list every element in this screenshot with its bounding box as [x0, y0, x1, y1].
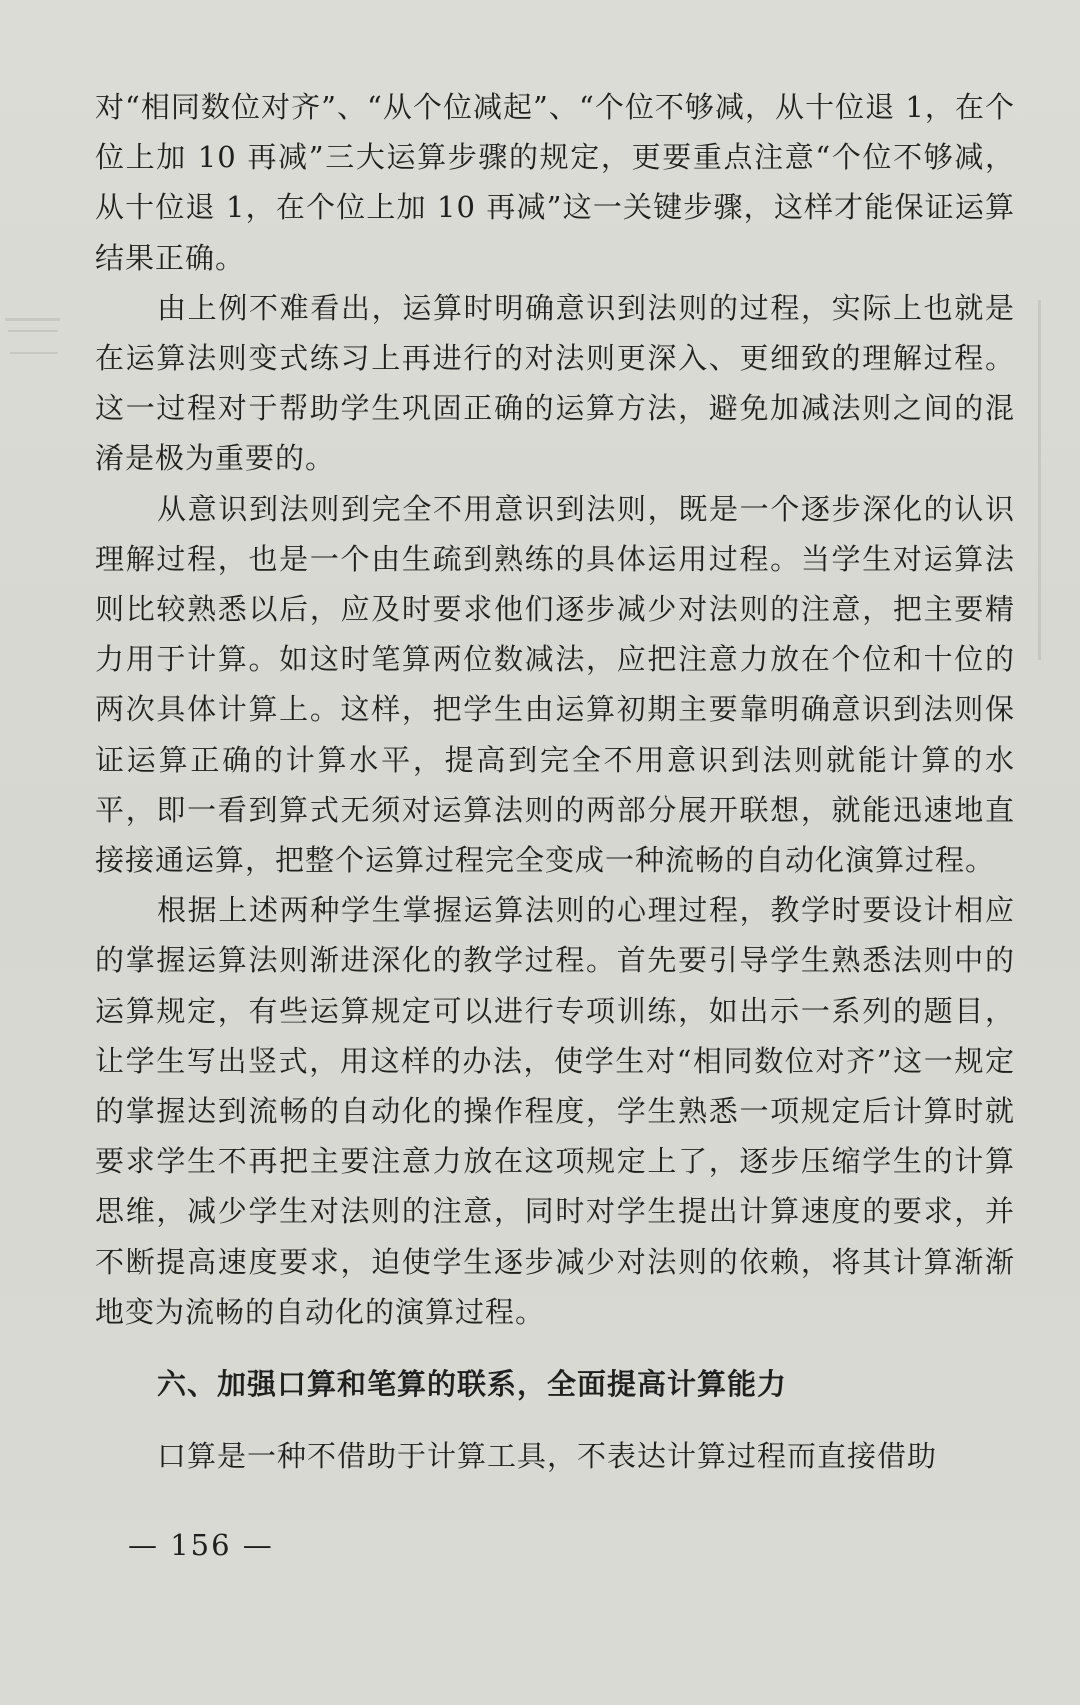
paragraph: 对“相同数位对齐”、“从个位减起”、“个位不够减，从十位退 1，在个位上加 10 再减”三大运算步骤的规定，更要重点注意“个位不够减，从十位退 1，在个位上加 10 再减”这一关键步骤，这样才能保证运算结果正确。: [95, 90, 1015, 275]
margin-mark: [1038, 300, 1041, 660]
paragraph: 由上例不难看出，运算时明确意识到法则的过程，实际上也就是在运算法则变式练习上再进行的对法则更深入、更细致的理解过程。这一过程对于帮助学生巩固正确的运算方法，避免加减法则之间的混淆是极为重要的。: [95, 290, 1015, 476]
body-text: [95, 82, 1015, 1481]
margin-mark: [10, 352, 58, 354]
paragraph: 口算是一种不借助于计算工具，不表达计算过程而直接借助: [157, 1439, 938, 1474]
page-number: — 156 —: [128, 1528, 274, 1562]
paragraph: 根据上述两种学生掌握运算法则的心理过程，教学时要设计相应的掌握运算法则渐进深化的教学过程。首先要引导学生熟悉法则中的运算规定，有些运算规定可以进行专项训练，如出示一系列的题目，让学生写出竖式，用这样的办法，使学生对“相同数位对齐”这一规定的掌握达到流畅的自动化的操作程度，学生熟悉一项规定后计算时就要求学生不再把主要注意力放在这项规定上了，逐步压缩学生的计算思维，减少学生对法则的注意，同时对学生提出计算速度的要求，并不断提高速度要求，迫使学生逐步减少对法则的依赖，将其计算渐渐地变为流畅的自动化的演算过程。: [95, 893, 1015, 1329]
paragraph: 从意识到法则到完全不用意识到法则，既是一个逐步深化的认识理解过程，也是一个由生疏到熟练的具体运用过程。当学生对运算法则比较熟悉以后，应及时要求他们逐步减少对法则的注意，把主要精力用于计算。如这时笔算两位数减法，应把注意力放在个位和十位的两次具体计算上。这样，把学生由运算初期主要靠明确意识到法则保证运算正确的计算水平，提高到完全不用意识到法则就能计算的水平，即一看到算式无须对运算法则的两部分展开联想，就能迅速地直接接通运算，把整个运算过程完全变成一种流畅的自动化演算过程。: [95, 491, 1015, 878]
section-heading: 六、加强口算和笔算的联系，全面提高计算能力: [157, 1367, 788, 1402]
margin-mark: [5, 318, 60, 321]
margin-mark: [8, 330, 58, 332]
